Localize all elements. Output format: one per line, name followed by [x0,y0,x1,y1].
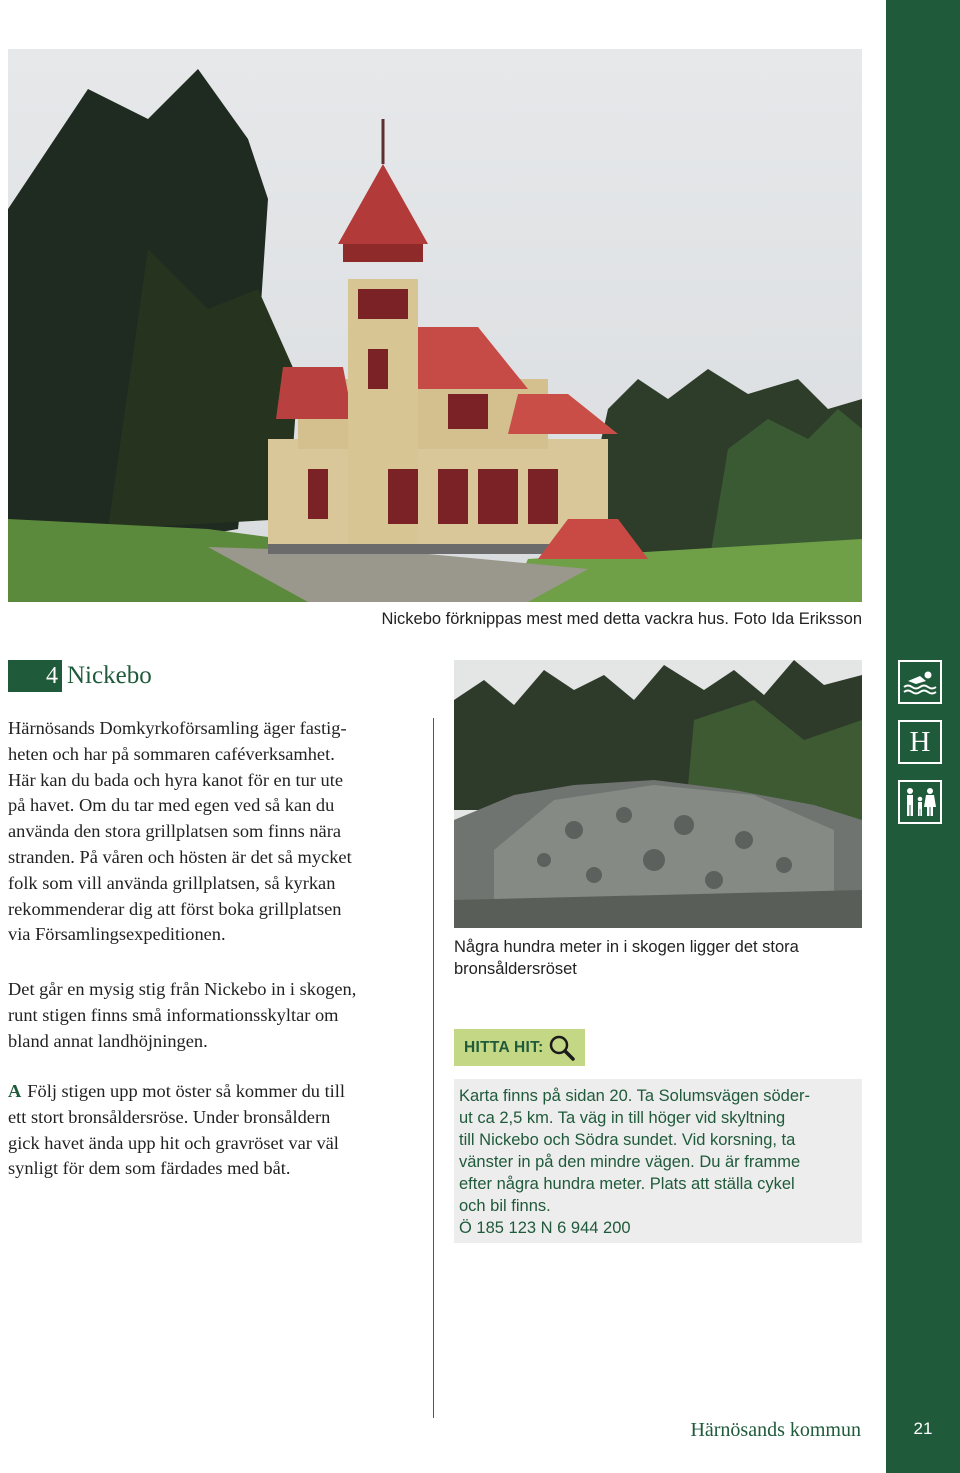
section-header [8,660,152,692]
text-line: via Församlingsexpeditionen. [8,924,226,945]
text-line: synligt för dem som färdades med båt. [8,1158,291,1179]
text-line: ett stort bronsåldersröse. Under bronsåldern [8,1106,331,1127]
hotel-letter: H [909,725,931,758]
text-line: bland annat landhöjningen. [8,1030,208,1051]
swimming-icon [898,660,942,704]
text-line: gick havet ända upp hit och gravröset var väl [8,1132,339,1153]
hitta-hit-label: HITTA HIT: [464,1038,544,1056]
cairn-photo [454,660,862,928]
family-icon [898,780,942,824]
point-marker: A [8,1081,22,1101]
directions-line: vänster in på den mindre vägen. Du är framme [459,1153,801,1171]
page-number: 21 [913,1419,933,1438]
magnifier-icon [548,1034,576,1062]
directions-line: och bil finns. [459,1197,551,1215]
hero-caption: Nickebo förknippas mest med detta vackra hus. Foto Ida Eriksson [381,610,862,628]
trail-paragraph [8,977,418,1054]
directions-line: Karta finns på sidan 20. Ta Solumsvägen söder- [459,1087,810,1105]
text-line: heten och har på sommaren caféverksamhet. [8,743,335,764]
cairn-paragraph [8,1079,418,1182]
text-line: Härnösands Domkyrkoförsamling äger fastig- [8,718,347,738]
text-line-content: Följ stigen upp mot öster så kommer du till [27,1081,346,1101]
text-line: runt stigen finns små informationsskyltar om [8,1004,339,1025]
nickebo-house-photo [8,49,862,602]
directions-line: ut ca 2,5 km. Ta väg in till höger vid skyltning [459,1109,786,1127]
publisher-name: Härnösands kommun [690,1419,861,1441]
caption-line: bronsåldersröset [454,960,577,978]
hotel-icon [898,720,942,764]
section-title: Nickebo [67,662,152,689]
column-divider [433,718,434,1418]
text-line: rekommenderar dig att först boka grillplatsen [8,898,342,919]
caption-line: Några hundra meter in i skogen ligger det stora [454,938,799,956]
text-line: på havet. Om du tar med egen ved så kan du [8,795,335,816]
section-number: 4 [8,660,62,692]
intro-paragraph [8,716,418,948]
text-line [8,1079,418,1105]
text-line: Här kan du bada och hyra kanot för en tur ute [8,769,343,790]
hitta-hit-label-box [454,1029,585,1066]
directions-line: till Nickebo och Södra sundet. Vid korsning, ta [459,1131,796,1149]
text-line: Det går en mysig stig från Nickebo in i skogen, [8,979,357,999]
text-line: stranden. På våren och hösten är det så mycket [8,846,352,867]
text-line: folk som vill använda grillplatsen, så kyrkan [8,872,336,893]
cairn-caption [454,936,864,980]
directions-box [454,1079,862,1243]
coordinates: Ö 185 123 N 6 944 200 [459,1219,631,1237]
directions-line: efter några hundra meter. Plats att ställa cykel [459,1175,795,1193]
text-line: använda den stora grillplatsen som finns nära [8,821,341,842]
